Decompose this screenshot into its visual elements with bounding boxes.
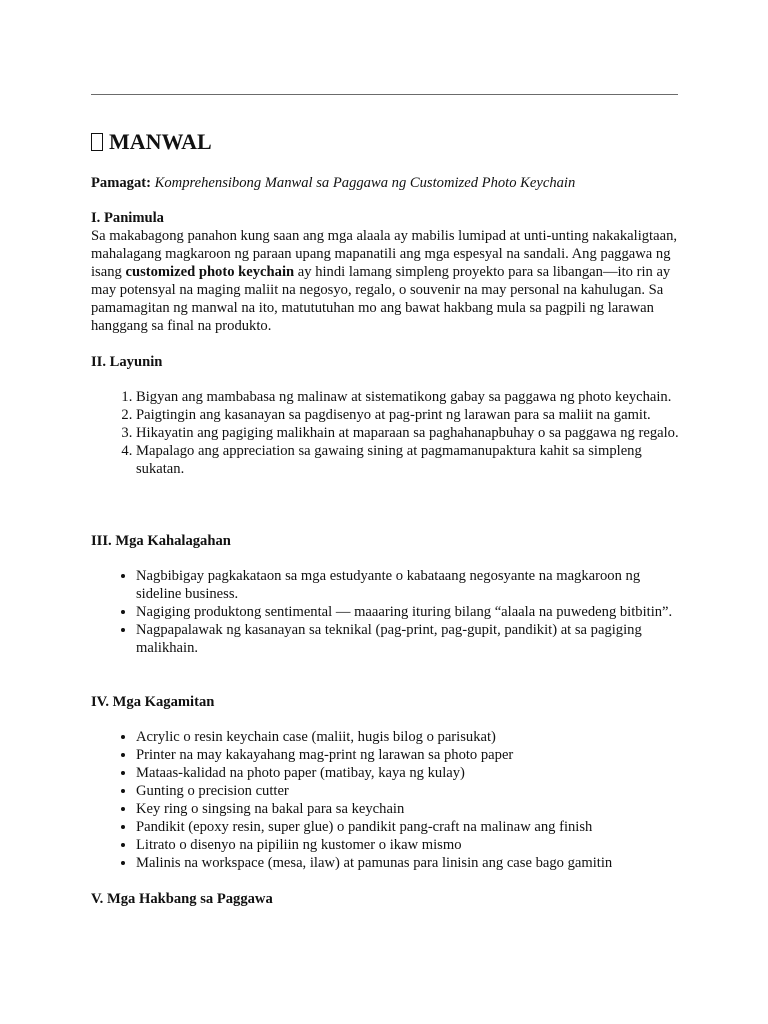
pamagat-line bbox=[91, 174, 681, 192]
kagamitan-list bbox=[91, 728, 681, 872]
section-layunin bbox=[91, 353, 681, 478]
list-item: • Mataas-kalidad na photo paper (matibay, kaya ng kulay) bbox=[136, 764, 681, 782]
panimula-text-b: ay hindi lamang simpleng proyekto para sa libangan—ito rin ay may potensyal na maging maliit na negosyo, regalo, o souvenir na may personal na kahulugan. Sa pamamagitan ng manwal na ito, matututuhan mo ang bawat hakbang mula sa pagpili ng larawan hanggang sa final na produkto. bbox=[91, 264, 671, 334]
list-item: • Nagbibigay pagkakataon sa mga estudyante o kabataang negosyante na magkaroon ng sideline business. bbox=[136, 567, 681, 603]
panimula-paragraph bbox=[91, 227, 681, 335]
list-item: • Printer na may kakayahang mag-print ng larawan sa photo paper bbox=[136, 746, 681, 764]
section-kagamitan bbox=[91, 693, 681, 872]
list-item: 3. Hikayatin ang pagiging malikhain at maparaan sa paghahanapbuhay o sa paggawa ng regalo. bbox=[136, 424, 681, 442]
kahalagahan-heading: III. Mga Kahalagahan bbox=[91, 533, 231, 549]
list-item: 4. Mapalago ang appreciation sa gawaing sining at pagmamanupaktura kahit sa simpleng sukatan. bbox=[136, 442, 681, 478]
section-hakbang bbox=[91, 890, 681, 908]
list-item: • Litrato o disenyo na pipiliin ng kustomer o ikaw mismo bbox=[136, 836, 681, 854]
layunin-heading: II. Layunin bbox=[91, 354, 163, 370]
panimula-heading: I. Panimula bbox=[91, 210, 164, 226]
horizontal-rule bbox=[91, 94, 678, 95]
panimula-bold-phrase: customized photo keychain bbox=[125, 264, 295, 280]
pamagat-label: Pamagat: bbox=[91, 175, 151, 191]
document-title bbox=[91, 128, 212, 156]
list-item: 1. Bigyan ang mambabasa ng malinaw at sistematikong gabay sa paggawa ng photo keychain. bbox=[136, 388, 681, 406]
panimula-text-a: Sa makabagong panahon kung saan ang mga alaala ay mabilis lumipad at unti-unting nakakaligtaan, mahalagang magkaroon ng paraan upang mapanatili ang mga espesyal na sandali. Ang paggawa ng isang bbox=[91, 228, 678, 280]
list-item: • Key ring o singsing na bakal para sa keychain bbox=[136, 800, 681, 818]
section-kahalagahan bbox=[91, 532, 681, 657]
layunin-list bbox=[91, 388, 681, 478]
list-item: • Pandikit (epoxy resin, super glue) o pandikit pang-craft na malinaw ang finish bbox=[136, 818, 681, 836]
pamagat-text: Komprehensibong Manwal sa Paggawa ng Customized Photo Keychain bbox=[154, 175, 576, 191]
list-item: • Acrylic o resin keychain case (maliit, hugis bilog o parisukat) bbox=[136, 728, 681, 746]
kagamitan-heading: IV. Mga Kagamitan bbox=[91, 694, 215, 710]
missing-glyph-icon bbox=[91, 133, 103, 151]
title-text: MANWAL bbox=[109, 129, 212, 154]
hakbang-heading: V. Mga Hakbang sa Paggawa bbox=[91, 891, 273, 907]
list-item: 2. Paigtingin ang kasanayan sa pagdisenyo at pag-print ng larawan para sa maliit na gamit. bbox=[136, 406, 681, 424]
kahalagahan-list bbox=[91, 567, 681, 657]
list-item: • Nagiging produktong sentimental — maaaring ituring bilang “alaala na puwedeng bitbitin”. bbox=[136, 603, 681, 621]
list-item: • Gunting o precision cutter bbox=[136, 782, 681, 800]
list-item: • Malinis na workspace (mesa, ilaw) at pamunas para linisin ang case bago gamitin bbox=[136, 854, 681, 872]
list-item: • Nagpapalawak ng kasanayan sa teknikal (pag-print, pag-gupit, pandikit) at sa pagiging malikhain. bbox=[136, 621, 681, 657]
section-panimula bbox=[91, 209, 681, 335]
